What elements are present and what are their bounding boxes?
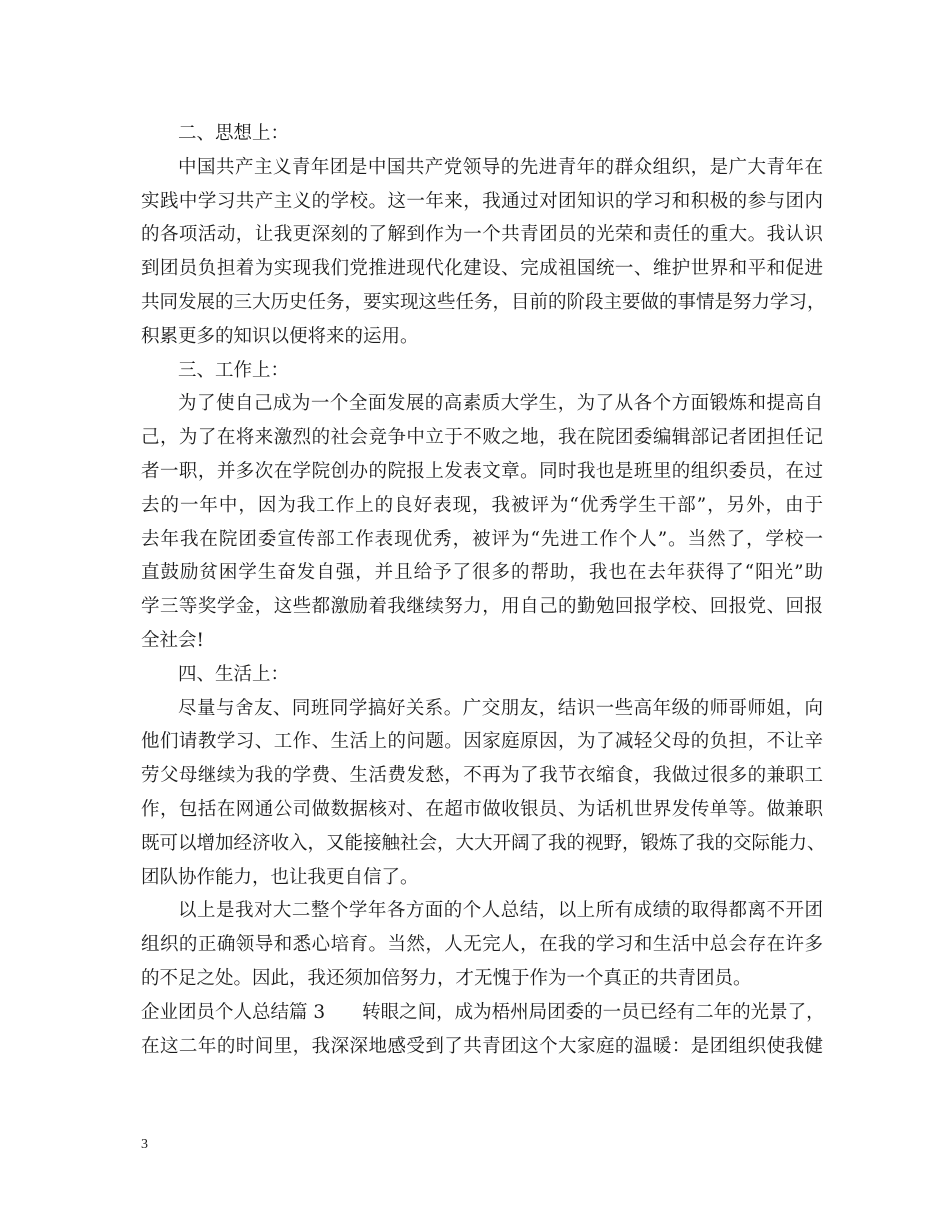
paragraph-line: 团队协作能力，也让我更自信了。 <box>141 866 419 888</box>
paragraph-line: 己，为了在将来激烈的社会竞争中立于不败之地，我在院团委编辑部记者团担任记 <box>141 427 823 449</box>
section-heading-life: 四、生活上： <box>178 663 290 685</box>
paragraph-line: 全社会! <box>141 629 204 651</box>
paragraph-line: 尽量与舍友、同班同学搞好关系。广交朋友，结识一些高年级的师哥师姐，向 <box>178 697 823 719</box>
paragraph-line: 去的一年中，因为我工作上的良好表现，我被评为“优秀学生干部”，另外，由于 <box>141 494 823 516</box>
paragraph-line: 积累更多的知识以便将来的运用。 <box>141 325 419 347</box>
paragraph-line: 中国共产主义青年团是中国共产党领导的先进青年的群众组织，是广大青年在 <box>178 156 823 178</box>
paragraph-line: 去年我在院团委宣传部工作表现优秀，被评为“先进工作个人”。当然了，学校一 <box>141 528 823 550</box>
paragraph-line: 他们请教学习、工作、生活上的问题。因家庭原因，为了减轻父母的负担，不让辛 <box>141 731 823 753</box>
page-number: 3 <box>141 1137 148 1152</box>
section-heading-ideology: 二、思想上： <box>178 123 290 144</box>
paragraph-line: 劳父母继续为我的学费、生活费发愁，不再为了我节衣缩食，我做过很多的兼职工 <box>141 765 823 787</box>
paragraph-line: 为了使自己成为一个全面发展的高素质大学生，为了从各个方面锻炼和提高自 <box>178 393 823 415</box>
paragraph-line: 既可以增加经济收入，又能接触社会，大大开阔了我的视野，锻炼了我的交际能力、 <box>141 832 826 854</box>
body-text <box>141 117 826 1063</box>
paragraph-line: 组织的正确领导和悉心培育。当然，人无完人，在我的学习和生活中总会存在许多 <box>141 934 823 956</box>
paragraph-line: 到团员负担着为实现我们党推进现代化建设、完成祖国统一、维护世界和平和促进 <box>141 258 823 280</box>
paragraph-line: 共同发展的三大历史任务，要实现这些任务，目前的阶段主要做的事情是努力学习， <box>141 291 826 313</box>
paragraph-line: 的不足之处。因此，我还须加倍努力，才无愧于作为一个真正的共青团员。 <box>141 967 752 989</box>
paragraph-line: 直鼓励贫困学生奋发自强，并且给予了很多的帮助，我也在去年获得了“阳光”助 <box>141 562 823 584</box>
paragraph-line: 实践中学习共产主义的学校。这一年来，我通过对团知识的学习和积极的参与团内 <box>141 190 823 212</box>
article-title-line: 企业团员个人总结篇 3 转眼之间，成为梧州局团委的一员已经有二年的光景了， <box>141 1001 825 1023</box>
paragraph-line: 以上是我对大二整个学年各方面的个人总结，以上所有成绩的取得都离不开团 <box>178 900 823 922</box>
paragraph-line: 在这二年的时间里，我深深地感受到了共青团这个大家庭的温暖：是团组织使我健 <box>141 1035 823 1057</box>
section-heading-work: 三、工作上： <box>178 359 290 381</box>
paragraph-line: 学三等奖学金，这些都激励着我继续努力，用自己的勤勉回报学校、回报党、回报 <box>141 596 823 618</box>
paragraph-line: 的各项活动，让我更深刻的了解到作为一个共青团员的光荣和责任的重大。我认识 <box>141 224 823 246</box>
paragraph-line: 作，包括在网通公司做数据核对、在超市做收银员、为话机世界发传单等。做兼职 <box>141 798 823 820</box>
paragraph-line: 者一职，并多次在学院创办的院报上发表文章。同时我也是班里的组织委员，在过 <box>141 460 823 482</box>
